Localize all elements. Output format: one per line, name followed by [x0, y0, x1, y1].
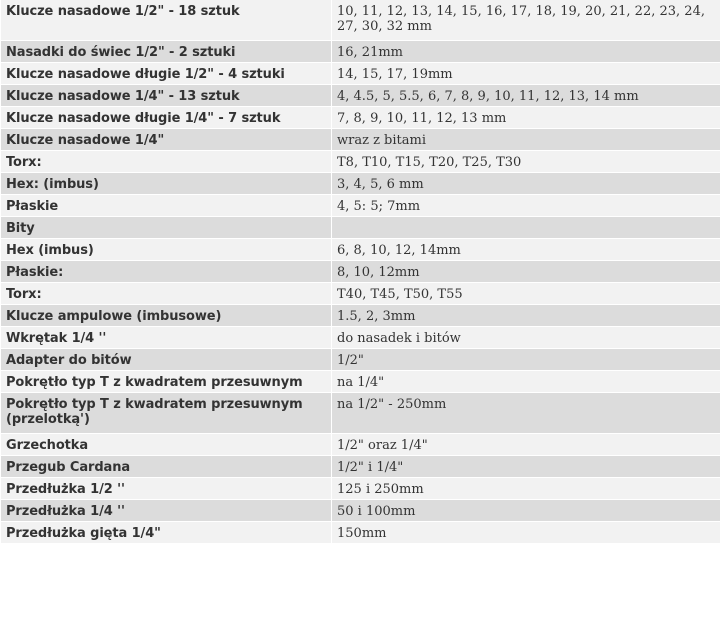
spec-name: Klucze nasadowe 1/4" - 13 sztuk [1, 85, 332, 107]
spec-value: 1/2" [332, 349, 720, 371]
spec-value: 50 i 100mm [332, 500, 720, 522]
spec-value: T40, T45, T50, T55 [332, 283, 720, 305]
spec-name: Torx: [1, 151, 332, 173]
spec-value: 8, 10, 12mm [332, 261, 720, 283]
table-row [1, 173, 720, 195]
spec-name: Adapter do bitów [1, 349, 332, 371]
spec-name: Przedłużka 1/2 '' [1, 478, 332, 500]
table-row [1, 393, 720, 434]
table-row [1, 0, 720, 41]
spec-value: na 1/2" - 250mm [332, 393, 720, 434]
spec-value: 6, 8, 10, 12, 14mm [332, 239, 720, 261]
table-row [1, 371, 720, 393]
spec-name: Wkrętak 1/4 '' [1, 327, 332, 349]
spec-value [332, 217, 720, 239]
spec-value: 14, 15, 17, 19mm [332, 63, 720, 85]
spec-name: Pokrętło typ T z kwadratem przesuwnym (przelotką') [1, 393, 332, 434]
spec-value: 4, 4.5, 5, 5.5, 6, 7, 8, 9, 10, 11, 12, 13, 14 mm [332, 85, 720, 107]
spec-value: 125 i 250mm [332, 478, 720, 500]
table-row [1, 41, 720, 63]
spec-name: Pokrętło typ T z kwadratem przesuwnym [1, 371, 332, 393]
spec-value: 16, 21mm [332, 41, 720, 63]
spec-value: 7, 8, 9, 10, 11, 12, 13 mm [332, 107, 720, 129]
table-row [1, 129, 720, 151]
spec-name: Przedłużka 1/4 '' [1, 500, 332, 522]
spec-name: Płaskie [1, 195, 332, 217]
spec-value: 1/2" i 1/4" [332, 456, 720, 478]
table-row [1, 195, 720, 217]
table-row [1, 327, 720, 349]
spec-value: 1.5, 2, 3mm [332, 305, 720, 327]
spec-name: Przedłużka gięta 1/4" [1, 522, 332, 544]
spec-name: Bity [1, 217, 332, 239]
table-row [1, 239, 720, 261]
spec-name: Klucze ampulowe (imbusowe) [1, 305, 332, 327]
table-row [1, 478, 720, 500]
table-row [1, 217, 720, 239]
spec-value: wraz z bitami [332, 129, 720, 151]
table-row [1, 261, 720, 283]
spec-name: Torx: [1, 283, 332, 305]
spec-name: Hex (imbus) [1, 239, 332, 261]
spec-name: Hex: (imbus) [1, 173, 332, 195]
spec-value: 150mm [332, 522, 720, 544]
spec-name: Klucze nasadowe 1/4" [1, 129, 332, 151]
table-row [1, 85, 720, 107]
table-row [1, 434, 720, 456]
spec-value: 3, 4, 5, 6 mm [332, 173, 720, 195]
spec-name: Grzechotka [1, 434, 332, 456]
spec-value: T8, T10, T15, T20, T25, T30 [332, 151, 720, 173]
spec-value: do nasadek i bitów [332, 327, 720, 349]
spec-value: 4, 5: 5; 7mm [332, 195, 720, 217]
table-row [1, 349, 720, 371]
table-row [1, 522, 720, 544]
table-row [1, 63, 720, 85]
spec-name: Klucze nasadowe długie 1/4" - 7 sztuk [1, 107, 332, 129]
table-row [1, 107, 720, 129]
spec-value: 1/2" oraz 1/4" [332, 434, 720, 456]
spec-name: Przegub Cardana [1, 456, 332, 478]
table-row [1, 305, 720, 327]
spec-value: 10, 11, 12, 13, 14, 15, 16, 17, 18, 19, 20, 21, 22, 23, 24, 27, 30, 32 mm [332, 0, 720, 41]
table-row [1, 151, 720, 173]
table-row [1, 283, 720, 305]
spec-name: Nasadki do świec 1/2" - 2 sztuki [1, 41, 332, 63]
spec-name: Klucze nasadowe długie 1/2" - 4 sztuki [1, 63, 332, 85]
table-row [1, 500, 720, 522]
table-row [1, 456, 720, 478]
spec-name: Płaskie: [1, 261, 332, 283]
spec-value: na 1/4" [332, 371, 720, 393]
spec-name: Klucze nasadowe 1/2" - 18 sztuk [1, 0, 332, 41]
